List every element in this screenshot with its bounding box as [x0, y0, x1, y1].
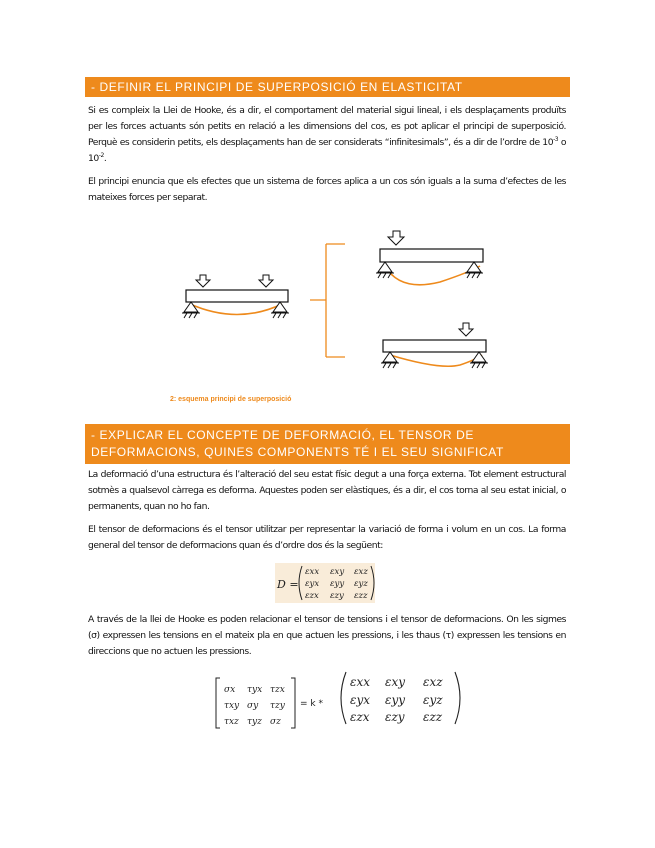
tension-matrix: [224, 685, 286, 727]
matrix-cell: σx: [224, 685, 236, 695]
paragraph-superposition-principle: El principi enuncia que els efectes que un sistema de forces aplica a un cos són iguals a la suma d’efectes de les mateixes forces per separat.: [88, 176, 566, 203]
matrix-cell: τxz: [224, 717, 239, 727]
paragraph-hooke-law: Si es compleix la Llei de Hooke, és a dir, el comportament del material sigui lineal, i els desplaçaments produïts per les forces actuants són petits en relació a les dimensions del cos, es pot aplicar el principi de superposició. Perquè es considerin petits, els desplaçaments han de ser considerats “infinitesimals”, és a dir de l’ordre de $10^{-3}$ o $10^{-2}$.: [88, 105, 566, 164]
matrix-cell: εxy: [330, 567, 345, 577]
strain-matrix-large: [350, 675, 443, 724]
matrix-cell: τzy: [270, 701, 285, 711]
section-title-line2: DEFORMACIONS, QUINES COMPONENTS TÉ I EL SEU SIGNIFICAT: [91, 445, 504, 459]
matrix-cell: σy: [247, 701, 259, 711]
matrix-cell: τxy: [224, 701, 240, 711]
matrix-cell: εyy: [385, 693, 405, 707]
matrix-cell: τyx: [247, 685, 263, 695]
matrix-cell: εzx: [350, 710, 370, 724]
section-title: - DEFINIR EL PRINCIPI DE SUPERPOSICIÓ EN ELASTICITAT: [91, 80, 463, 94]
matrix-cell: εyy: [330, 579, 345, 589]
paragraph-strain-tensor: El tensor de deformacions és el tensor utilitzar per representar la variació de forma i volum en un cos. La forma general del tensor de deformacions quan és d’ordre dos és la següent:: [88, 524, 566, 551]
equation-middle: = k *: [300, 699, 323, 709]
matrix-cell: εxy: [385, 675, 405, 689]
matrix-cell: εxz: [354, 567, 368, 577]
matrix-cell: εyz: [423, 693, 443, 707]
equation-lhs: D =: [277, 578, 299, 591]
matrix-cell: εyx: [305, 579, 320, 589]
matrix-cell: εzx: [305, 591, 319, 601]
matrix-cell: εxx: [305, 567, 320, 577]
figure-caption: 2: esquema principi de superposició: [170, 396, 292, 403]
matrix-cell: εxz: [423, 675, 443, 689]
matrix-cell: εzy: [330, 591, 344, 601]
matrix-cell: τzx: [270, 685, 285, 695]
matrix-cell: εzz: [354, 591, 368, 601]
matrix-cell: σz: [270, 717, 281, 727]
matrix-cell: εyx: [350, 693, 370, 707]
matrix-cell: εzz: [423, 710, 443, 724]
matrix-cell: τyz: [247, 717, 262, 727]
matrix-cell: εzy: [385, 710, 405, 724]
section-title-line1: - EXPLICAR EL CONCEPTE DE DEFORMACIÓ, EL TENSOR DE: [91, 428, 474, 442]
matrix-cell: εxx: [350, 675, 370, 689]
matrix-cell: εyz: [354, 579, 368, 589]
paragraph-deformation: La deformació d’una estructura és l’alteració del seu estat físic degut a una força externa. Tot element estructural sotmès a qualsevol càrrega es deforma. Aquestes poden ser elàstiques, és a dir, el cos torna al seu estat inicial, o permanents, quan no ho fan.: [88, 469, 566, 512]
paragraph-hooke-tensors: A través de la llei de Hooke es poden relacionar el tensor de tensions i el tensor de deformacions. On les sigmes (σ) expressen les tensions en el mateix pla en que actuen les pressions, i les thaus (τ) expressen les tensions en direccions que no actuen les pressions.: [88, 614, 566, 657]
